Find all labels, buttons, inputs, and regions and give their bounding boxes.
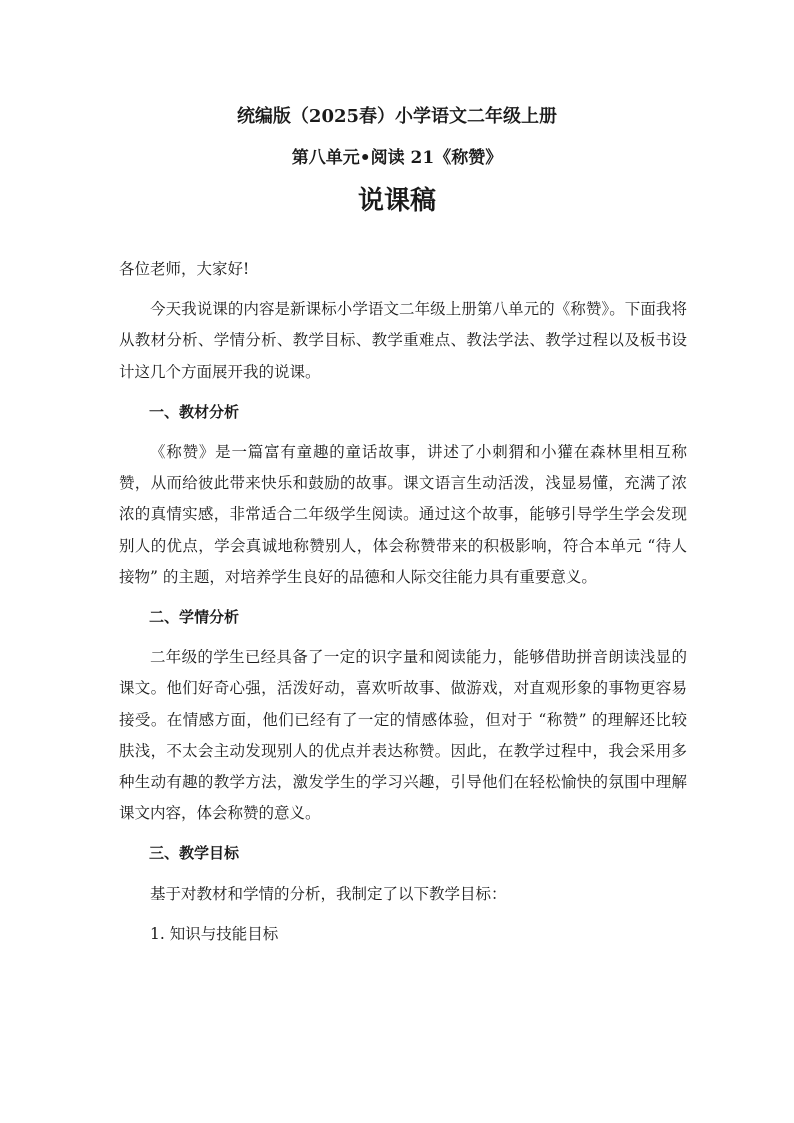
document-body <box>119 254 687 950</box>
document-subtitle: 第八单元•阅读 21《称赞》 <box>291 148 503 168</box>
document-heading: 说课稿 <box>357 186 436 216</box>
section-heading-student-analysis: 二、学情分析 <box>149 608 240 627</box>
intro-paragraph: 今天我说课的内容是新课标小学语文二年级上册第八单元的《称赞》。下面我将从教材分析、学情分析、教学目标、教学重难点、教法学法、教学过程以及板书设计这几个方面展开我的说课。 <box>119 300 687 381</box>
sub-item-knowledge-skills: 1. 知识与技能目标 <box>150 924 279 943</box>
section-paragraph-teaching-goals: 基于对教材和学情的分析，我制定了以下教学目标： <box>150 884 507 903</box>
section-paragraph-student-analysis: 二年级的学生已经具备了一定的识字量和阅读能力，能够借助拼音朗读浅显的课文。他们好奇心强，活泼好动，喜欢听故事、做游戏，对直观形象的事物更容易接受。在情感方面，他们已经有了一定的情感体验，但对于 “称赞” 的理解还比较肤浅，不太会主动发现别人的优点并表达称赞。因此，在教学过程中，我会采用多种生动有趣的教学方法，激发学生的学习兴趣，引导他们在轻松愉快的氛围中理解课文内容，体会称赞的意义。 <box>119 648 687 823</box>
document-title: 统编版（2025春）小学语文二年级上册 <box>236 106 558 127</box>
section-heading-teaching-goals: 三、教学目标 <box>149 844 240 863</box>
section-paragraph-textbook-analysis: 《称赞》是一篇富有童趣的童话故事，讲述了小刺猬和小獾在森林里相互称赞，从而给彼此带来快乐和鼓励的故事。课文语言生动活泼，浅显易懂，充满了浓浓的真情实感，非常适合二年级学生阅读。通过这个故事，能够引导学生学会发现别人的优点，学会真诚地称赞别人，体会称赞带来的积极影响，符合本单元 “待人接物” 的主题，对培养学生良好的品德和人际交往能力具有重要意义。 <box>119 443 687 586</box>
greeting-paragraph: 各位老师，大家好! <box>119 260 250 278</box>
section-heading-textbook-analysis: 一、教材分析 <box>149 402 240 421</box>
